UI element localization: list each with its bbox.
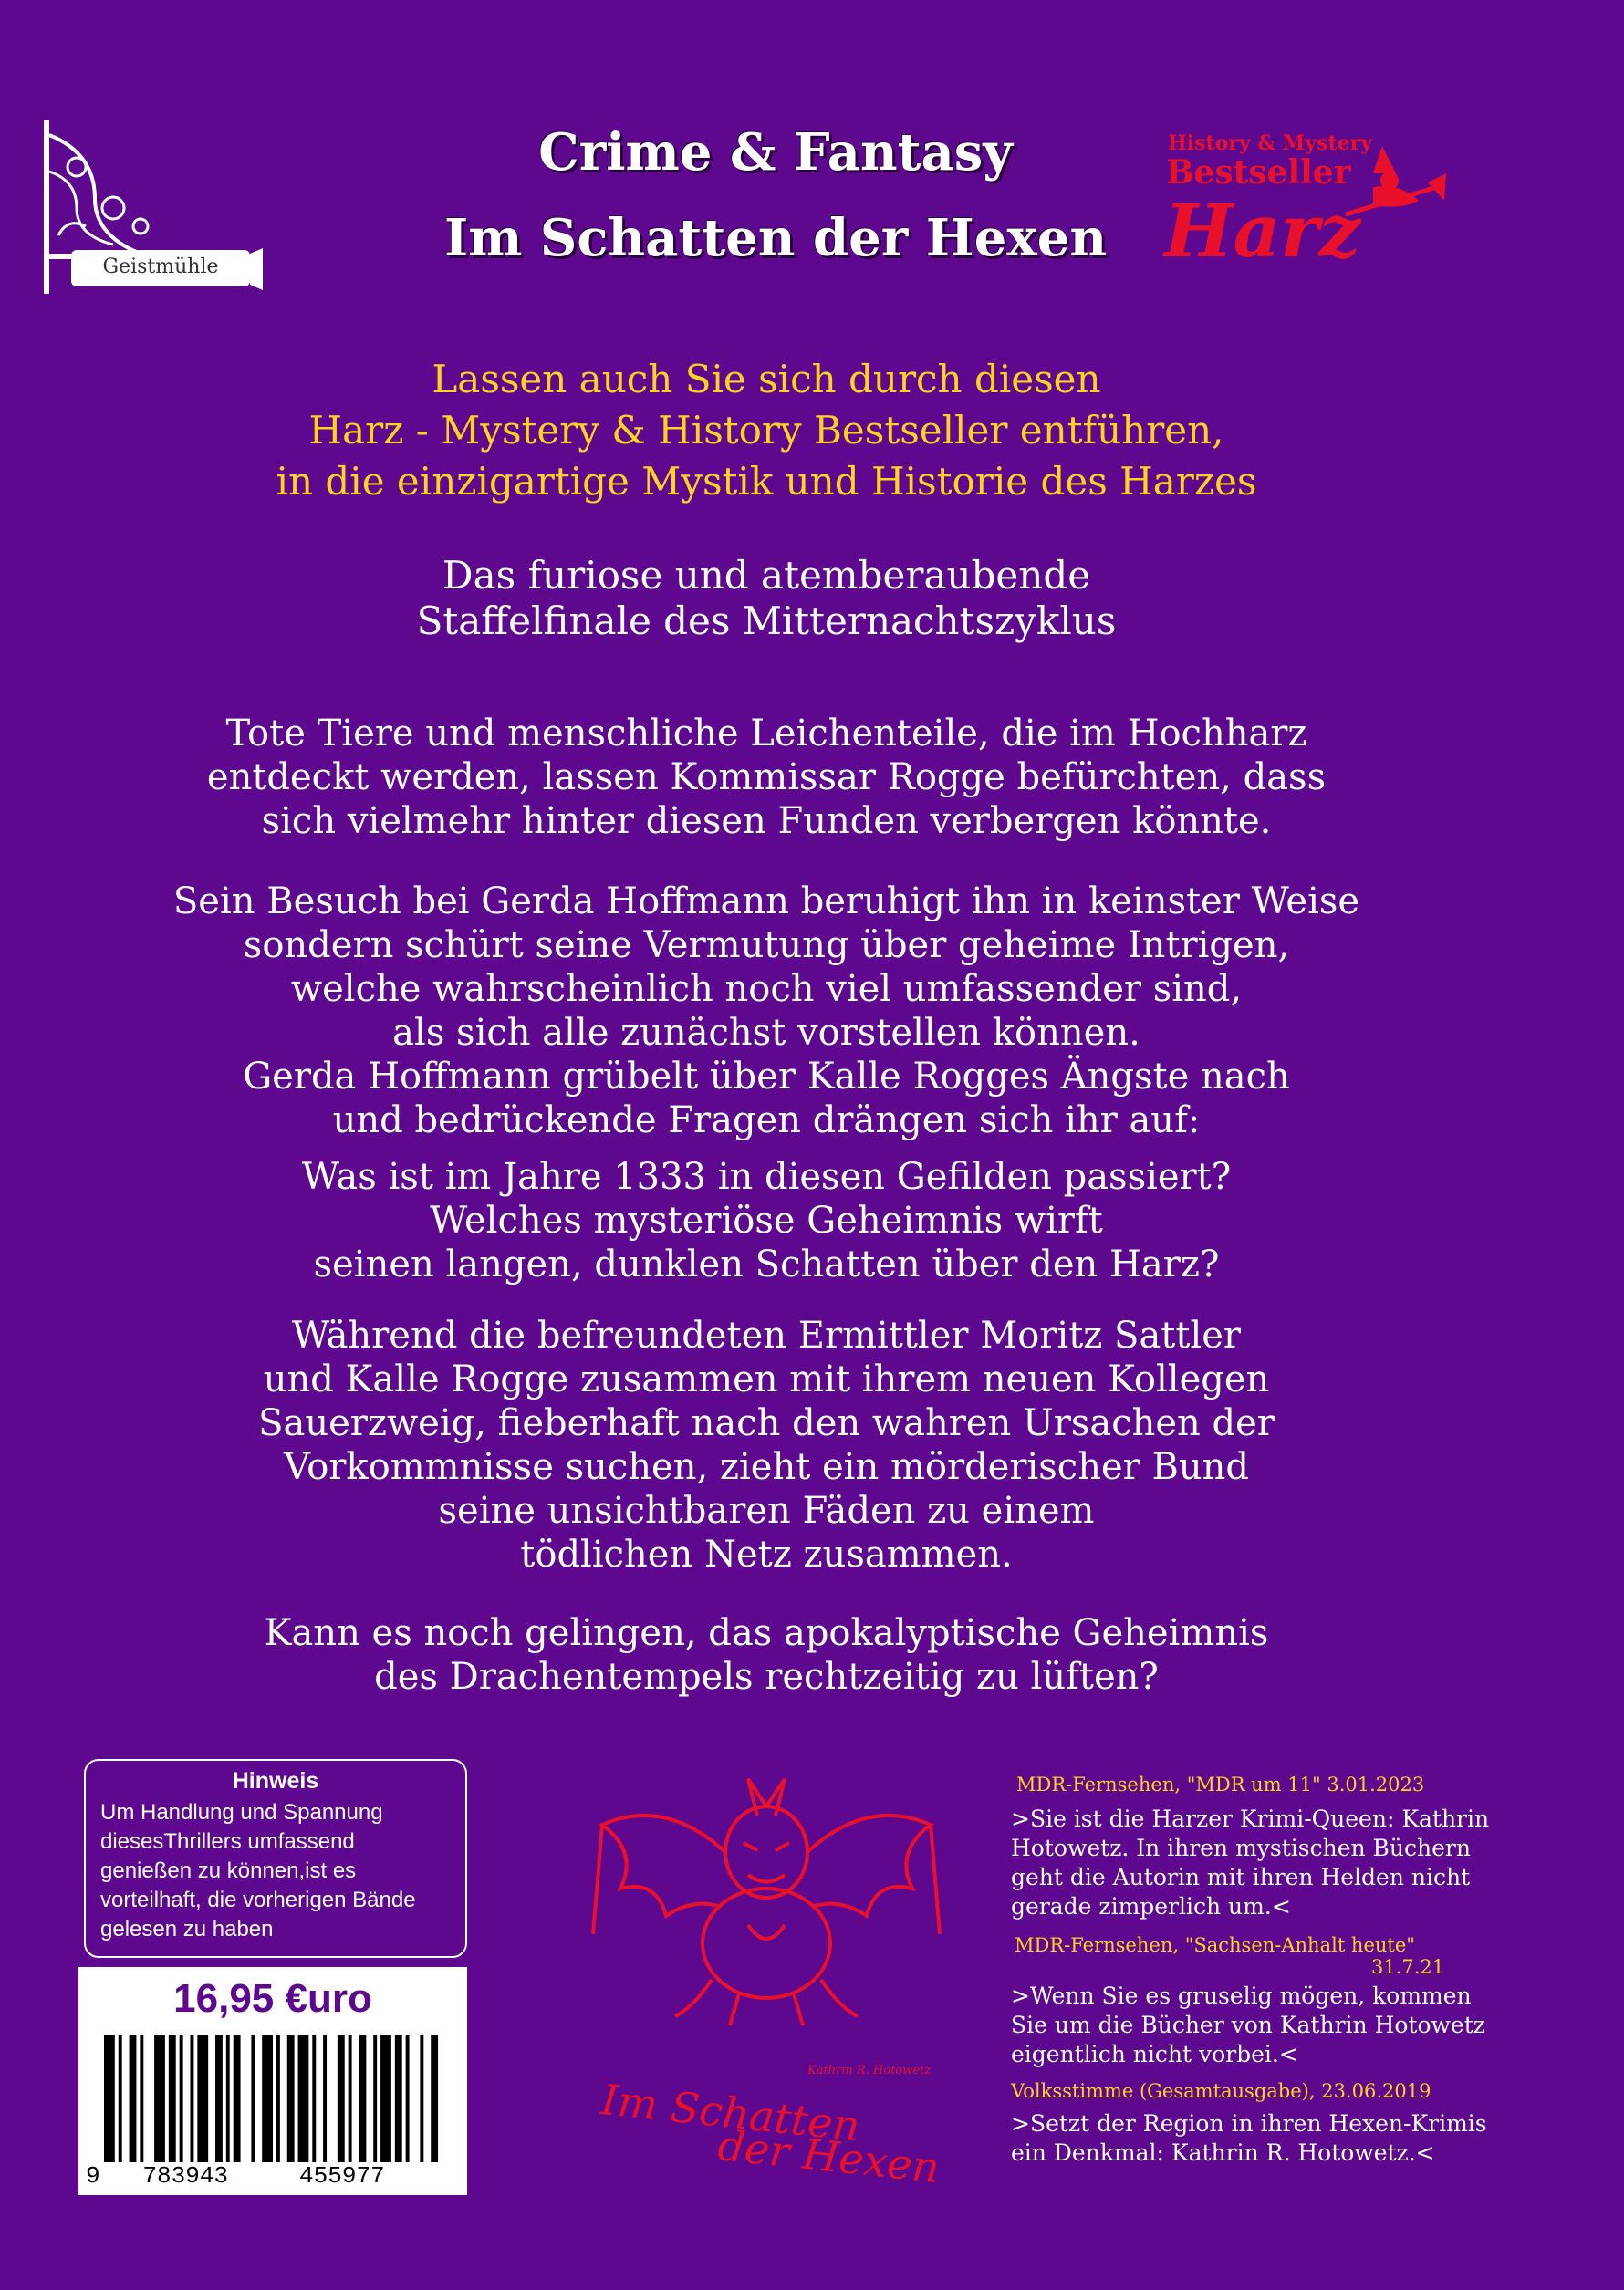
barcode-bar bbox=[323, 2035, 327, 2162]
barcode-bar bbox=[140, 2035, 143, 2162]
blurb-line: tödlichen Netz zusammen. bbox=[520, 1534, 1013, 1576]
quote-line: eigentlich nicht vorbei.< bbox=[1011, 2041, 1298, 2067]
badge-big-text: Harz bbox=[1164, 188, 1360, 274]
blurb-paragraph-2 bbox=[137, 880, 1396, 1142]
barcode-bar bbox=[215, 2035, 223, 2162]
witch-on-broom-icon bbox=[1346, 137, 1446, 237]
blurb-paragraph-3 bbox=[137, 1155, 1396, 1286]
badge-small-text: History & Mystery bbox=[1168, 131, 1372, 155]
blurb-line: Sauerzweig, fieberhaft nach den wahren Ursachen der bbox=[258, 1402, 1275, 1444]
demon-gargoyle-icon bbox=[584, 1770, 949, 2044]
blurb-line: welche wahrscheinlich noch viel umfassender sind, bbox=[290, 968, 1243, 1010]
barcode-bar bbox=[154, 2035, 165, 2162]
blurb-line: als sich alle zunächst vorstellen können. bbox=[392, 1012, 1140, 1054]
blurb-line: Gerda Hoffmann grübelt über Kalle Rogges Ängste nach bbox=[243, 1056, 1290, 1098]
barcode-bar bbox=[406, 2035, 410, 2162]
blurb-line: sondern schürt seine Vermutung über geheime Intrigen, bbox=[243, 924, 1290, 966]
barcode-bar bbox=[276, 2035, 280, 2162]
notice-line: vorteilhaft, die vorherigen Bände bbox=[100, 1888, 416, 1912]
notice-line: diesesThrillers umfassend bbox=[100, 1829, 355, 1854]
quote-line: >Sie ist die Harzer Krimi-Queen: Kathrin bbox=[1011, 1806, 1490, 1832]
notice-box bbox=[84, 1759, 467, 1958]
barcode-bar bbox=[190, 2035, 193, 2162]
geistmuehle-sign bbox=[40, 117, 268, 299]
barcode-bar bbox=[251, 2035, 255, 2162]
notice-heading: Hinweis bbox=[232, 1768, 319, 1794]
barcode-bar bbox=[169, 2035, 176, 2162]
badge-mid-text: Bestseller bbox=[1166, 153, 1351, 192]
intro-text bbox=[182, 354, 1350, 507]
blurb-line: seinen langen, dunklen Schatten über den Harz? bbox=[313, 1244, 1220, 1286]
quote-line: >Setzt der Region in ihren Hexen-Krimis bbox=[1011, 2110, 1487, 2137]
price-label: 16,95 €uro bbox=[173, 1976, 372, 2021]
quote-line: >Wenn Sie es gruselig mögen, kommen bbox=[1011, 1983, 1472, 2009]
logo-author: Kathrin R. Hotowetz bbox=[807, 2064, 932, 2077]
title-line-1: Crime & Fantasy bbox=[538, 122, 1013, 182]
barcode-bar bbox=[312, 2035, 316, 2162]
blurb-line: Vorkommnisse suchen, zieht ein mörderischer Bund bbox=[284, 1446, 1249, 1488]
blurb-line: Kann es noch gelingen, das apokalyptische Geheimnis bbox=[264, 1612, 1269, 1654]
quote-line: gerade zimperlich um.< bbox=[1011, 1893, 1291, 1920]
quote-source: MDR-Fernsehen, "MDR um 11" 3.01.2023 bbox=[1016, 1774, 1425, 1796]
quote-source: Volksstimme (Gesamtausgabe), 23.06.2019 bbox=[1011, 2080, 1431, 2102]
barcode-bar bbox=[226, 2035, 230, 2162]
barcode-bar bbox=[197, 2035, 208, 2162]
harz-bestseller-badge bbox=[1159, 128, 1451, 283]
blurb-paragraph-5 bbox=[137, 1611, 1396, 1699]
notice-line: gelesen zu haben bbox=[100, 1917, 274, 1941]
notice-line: genießen zu können,ist es bbox=[100, 1858, 357, 1883]
blurb-line: und Kalle Rogge zusammen mit ihrem neuen Kollegen bbox=[263, 1358, 1270, 1400]
quote-line: geht die Autorin mit ihren Helden nicht bbox=[1011, 1864, 1471, 1890]
blurb-line: Welches mysteriöse Geheimnis wirft bbox=[430, 1200, 1103, 1242]
barcode-bar bbox=[380, 2035, 391, 2162]
barcode-bar bbox=[338, 2035, 345, 2162]
intro-line: Lassen auch Sie sich durch diesen bbox=[432, 357, 1101, 401]
barcode-bar bbox=[130, 2035, 137, 2162]
notice-text bbox=[100, 1798, 451, 1944]
subtitle-line: Staffelfinale des Mitternachtszyklus bbox=[416, 599, 1117, 643]
barcode-panel bbox=[78, 1967, 467, 2195]
barcode-bar bbox=[119, 2035, 122, 2162]
notice-line: Um Handlung und Spannung bbox=[100, 1800, 383, 1825]
barcode-bar bbox=[234, 2035, 241, 2162]
blurb-line: Was ist im Jahre 1333 in diesen Gefilden passiert? bbox=[301, 1156, 1232, 1198]
barcode-bar bbox=[262, 2035, 273, 2162]
barcode-bar bbox=[298, 2035, 309, 2162]
quote-source: MDR-Fernsehen, "Sachsen-Anhalt heute" bbox=[1015, 1934, 1415, 1956]
barcode-bar bbox=[349, 2035, 352, 2162]
logo-title-line-1: Im Schatten bbox=[599, 2075, 863, 2151]
quote-line: ein Denkmal: Kathrin R. Hotowetz.< bbox=[1011, 2139, 1435, 2166]
barcode-bar bbox=[359, 2035, 366, 2162]
barcode-bar bbox=[373, 2035, 377, 2162]
barcode-bar bbox=[420, 2035, 423, 2162]
quote-text bbox=[1011, 1982, 1522, 2069]
intro-line: Harz - Mystery & History Bestseller entführen, bbox=[308, 408, 1224, 453]
barcode-bar bbox=[287, 2035, 295, 2162]
subtitle-text bbox=[137, 553, 1396, 644]
barcode-bar bbox=[431, 2035, 438, 2162]
barcode-bar bbox=[104, 2035, 115, 2162]
blurb-line: Während die befreundeten Ermittler Moritz Sattler bbox=[291, 1315, 1242, 1357]
logo-title-line-2: der Hexen bbox=[715, 2120, 942, 2193]
barcode-icon bbox=[104, 2035, 442, 2162]
book-logo bbox=[584, 1770, 949, 2193]
title-line-2: Im Schatten der Hexen bbox=[443, 208, 1108, 268]
quote-line: Sie um die Bücher von Kathrin Hotowetz bbox=[1011, 2012, 1485, 2038]
sign-label: Geistmühle bbox=[102, 255, 219, 278]
blurb-line: seine unsichtbaren Fäden zu einem bbox=[438, 1490, 1095, 1532]
isbn-number: 9 783943 455977 bbox=[86, 2162, 385, 2190]
press-quotes bbox=[1011, 1774, 1522, 2168]
barcode-bar bbox=[180, 2035, 183, 2162]
quote-text bbox=[1011, 1805, 1522, 1921]
quote-date: 31.7.21 bbox=[1371, 1956, 1445, 1978]
barcode-bar bbox=[395, 2035, 402, 2162]
subtitle-line: Das furiose und atemberaubende bbox=[442, 553, 1091, 598]
blurb-line: Tote Tiere und menschliche Leichenteile, die im Hochharz bbox=[225, 713, 1307, 755]
quote-text bbox=[1011, 2109, 1522, 2168]
blurb-line: entdeckt werden, lassen Kommissar Rogge befürchten, dass bbox=[206, 756, 1327, 798]
blurb-line: sich vielmehr hinter diesen Funden verbergen könnte. bbox=[261, 800, 1272, 842]
quote-line: Hotowetz. In ihren mystischen Büchern bbox=[1011, 1835, 1471, 1861]
blurb-paragraph-4 bbox=[137, 1314, 1396, 1577]
blurb-paragraph-1 bbox=[137, 712, 1396, 843]
blurb-line: und bedrückende Fragen drängen sich ihr auf: bbox=[332, 1099, 1201, 1141]
blurb-line: Sein Besuch bei Gerda Hoffmann beruhigt ihn in keinster Weise bbox=[172, 880, 1360, 922]
intro-line: in die einzigartige Mystik und Historie des Harzes bbox=[276, 459, 1257, 504]
blurb-line: des Drachentempels rechtzeitig zu lüften? bbox=[374, 1656, 1159, 1698]
